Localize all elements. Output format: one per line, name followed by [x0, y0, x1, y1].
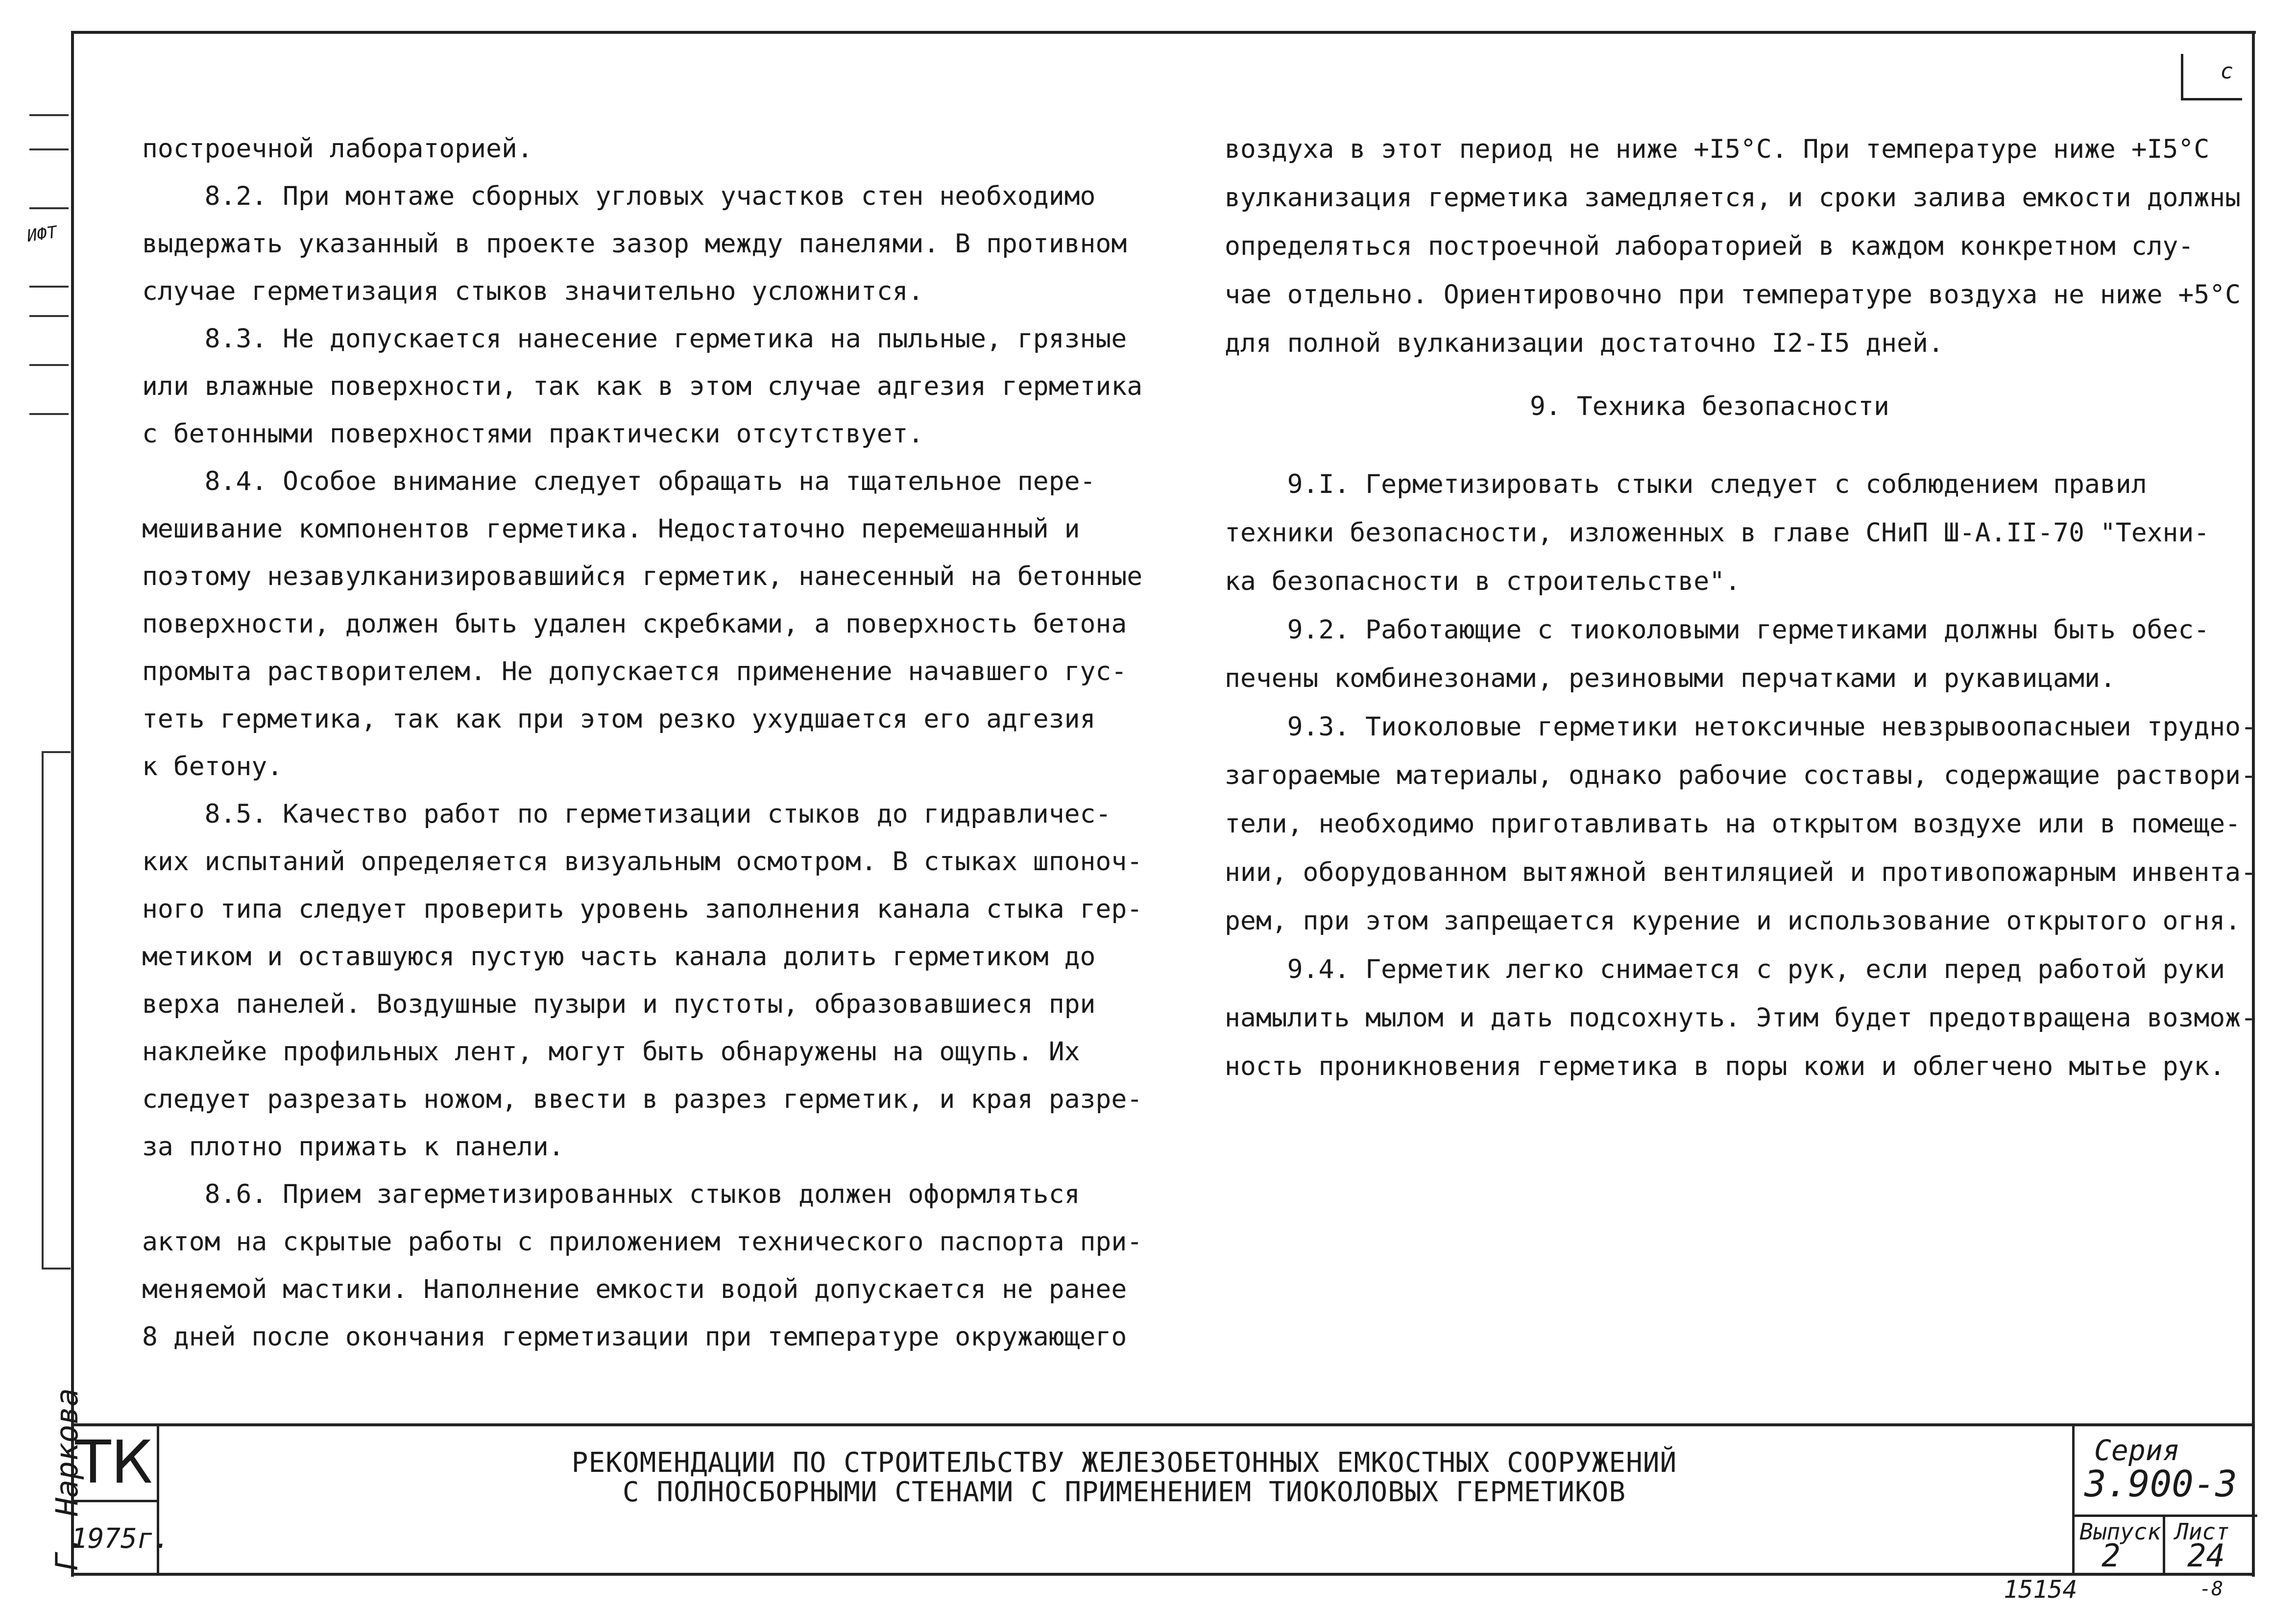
text-line: загораемые материалы, однако рабочие составы, содержащие раствори- [1225, 760, 2256, 790]
text-line: 9.2. Работающие с тиоколовыми герметиками должны быть обес- [1225, 615, 2210, 645]
margin-tick [29, 148, 69, 150]
sheet-label: Лист [2175, 1518, 2229, 1545]
document-title [316, 1448, 1933, 1507]
text-line: определяться построечной лабораторией в каждом конкретном слу- [1225, 231, 2194, 261]
text-line: ка безопасности в строительстве". [1225, 566, 1740, 596]
text-line: промыта растворителем. Не допускается применение начавшего гус- [142, 657, 1127, 686]
corner-mark: c [2181, 54, 2242, 100]
right-column [1225, 125, 2256, 1091]
text-line: 8.5. Качество работ по герметизации стыков до гидравличес- [142, 799, 1112, 829]
title-block-hsplit [2075, 1514, 2257, 1517]
text-line: 8.6. Прием загерметизированных стыков должен оформляться [142, 1179, 1080, 1209]
text-line: 9.3. Тиоколовые герметики нетоксичные невзрывоопасныеи трудно- [1225, 712, 2256, 742]
right-column-top [1225, 125, 2241, 367]
text-line: ного типа следует проверить уровень заполнения канала стыка гер- [142, 894, 1143, 924]
text-line: техники безопасности, изложенных в главе СНиП Ш-А.II-70 "Техни- [1225, 518, 2210, 548]
text-line: рем, при этом запрещается курение и использование открытого огня. [1225, 906, 2241, 936]
text-line: построечной лабораторией. [142, 134, 533, 164]
stamp-number: 15154 [2004, 1575, 2078, 1604]
page-frame-left [71, 31, 74, 1577]
binding-margin [0, 31, 85, 1577]
text-line: 8.2. При монтаже сборных угловых участков стен необходимо [142, 181, 1096, 211]
series-cell [2072, 1426, 2257, 1576]
margin-tick [29, 114, 69, 116]
year-cell: 1975г. [71, 1502, 159, 1576]
org-code: ТК [71, 1426, 159, 1502]
text-line: мешивание компонентов герметика. Недостаточно перемешанный и [142, 514, 1080, 544]
margin-tick [29, 315, 69, 317]
text-line: 8.3. Не допускается нанесение герметика на пыльные, грязные [142, 324, 1127, 354]
right-column-bottom [1225, 460, 2256, 1091]
title-line-2: С ПОЛНОСБОРНЫМИ СТЕНАМИ С ПРИМЕНЕНИЕМ ТИОКОЛОВЫХ ГЕРМЕТИКОВ [622, 1476, 1626, 1508]
text-line: наклейке профильных лент, могут быть обнаружены на ощупь. Их [142, 1037, 1080, 1067]
text-line: чае отдельно. Ориентировочно при температуре воздуха не ниже +5°C [1225, 280, 2241, 310]
text-line: нии, оборудованном вытяжной вентиляцией и противопожарным инвента- [1225, 857, 2256, 887]
margin-box [42, 751, 71, 1270]
margin-signature: Г. Наркова [49, 1388, 85, 1571]
text-line: теть герметика, так как при этом резко ухудшается его адгезия [142, 704, 1096, 734]
series-label: Серия [2094, 1434, 2180, 1467]
margin-tick [29, 364, 69, 366]
margin-tick [29, 207, 69, 209]
text-line: 9.I. Герметизировать стыки следует с соблюдением правил [1225, 469, 2147, 499]
text-line: к бетону. [142, 752, 283, 782]
text-line: меняемой мастики. Наполнение емкости водой допускается не ранее [142, 1274, 1127, 1304]
text-line: случае герметизация стыков значительно усложнится. [142, 276, 924, 306]
page-frame-right [2252, 31, 2255, 1577]
text-line: для полной вулканизации достаточно I2-I5 дней. [1225, 328, 1944, 358]
text-line: ких испытаний определяется визуальным осмотром. В стыках шпоноч- [142, 847, 1143, 877]
text-line: метиком и оставшуюся пустую часть канала долить герметиком до [142, 942, 1096, 972]
text-line: выдержать указанный в проекте зазор между панелями. В противном [142, 229, 1127, 259]
title-block [71, 1423, 2255, 1576]
text-line: тели, необходимо приготавливать на открытом воздухе или в помеще- [1225, 809, 2241, 839]
issue-value: 2 [2102, 1538, 2121, 1574]
series-value: 3.900-3 [2084, 1463, 2237, 1505]
issue-label: Выпуск [2079, 1518, 2161, 1545]
text-line: или влажные поверхности, так как в этом случае адгезия герметика [142, 371, 1143, 401]
margin-tick [29, 286, 69, 288]
stamp-mark: -8 [2199, 1578, 2223, 1600]
left-column [142, 125, 1143, 1361]
sheet-value: 24 [2187, 1538, 2225, 1574]
margin-tick [29, 413, 69, 415]
title-block-vsplit [2163, 1514, 2165, 1576]
text-line: поэтому незавулканизировавшийся герметик, нанесенный на бетонные [142, 562, 1143, 591]
text-line: ность проникновения герметика в поры кожи и облегчено мытье рук. [1225, 1051, 2225, 1081]
section-title: 9. Техника безопасности [1530, 391, 1889, 421]
text-line: печены комбинезонами, резиновыми перчатками и рукавицами. [1225, 663, 2116, 693]
margin-note: ИФТ [25, 222, 58, 246]
title-line-1: РЕКОМЕНДАЦИИ ПО СТРОИТЕЛЬСТВУ ЖЕЛЕЗОБЕТОННЫХ ЕМКОСТНЫХ СООРУЖЕНИЙ [571, 1447, 1677, 1479]
text-line: верха панелей. Воздушные пузыри и пустоты, образовавшиеся при [142, 989, 1096, 1019]
text-line: намылить мылом и дать подсохнуть. Этим будет предотвращена возмож- [1225, 1003, 2256, 1033]
text-line: с бетонными поверхностями практически отсутствует. [142, 419, 924, 449]
text-line: 9.4. Герметик легко снимается с рук, если перед работой руки [1225, 954, 2225, 984]
text-line: поверхности, должен быть удален скребками, а поверхность бетона [142, 609, 1127, 639]
text-line: 8.4. Особое внимание следует обращать на тщательное пере- [142, 466, 1096, 496]
text-line: вулканизация герметика замедляется, и сроки залива емкости должны [1225, 183, 2241, 213]
page-frame-top [71, 31, 2256, 34]
text-line: следует разрезать ножом, ввести в разрез герметик, и края разре- [142, 1084, 1143, 1114]
text-line: 8 дней после окончания герметизации при температуре окружающего [142, 1322, 1127, 1352]
text-line: воздуха в этот период не ниже +I5°C. При температуре ниже +I5°C [1225, 134, 2210, 164]
text-line: актом на скрытые работы с приложением технического паспорта при- [142, 1227, 1143, 1257]
text-line: за плотно прижать к панели. [142, 1132, 564, 1162]
